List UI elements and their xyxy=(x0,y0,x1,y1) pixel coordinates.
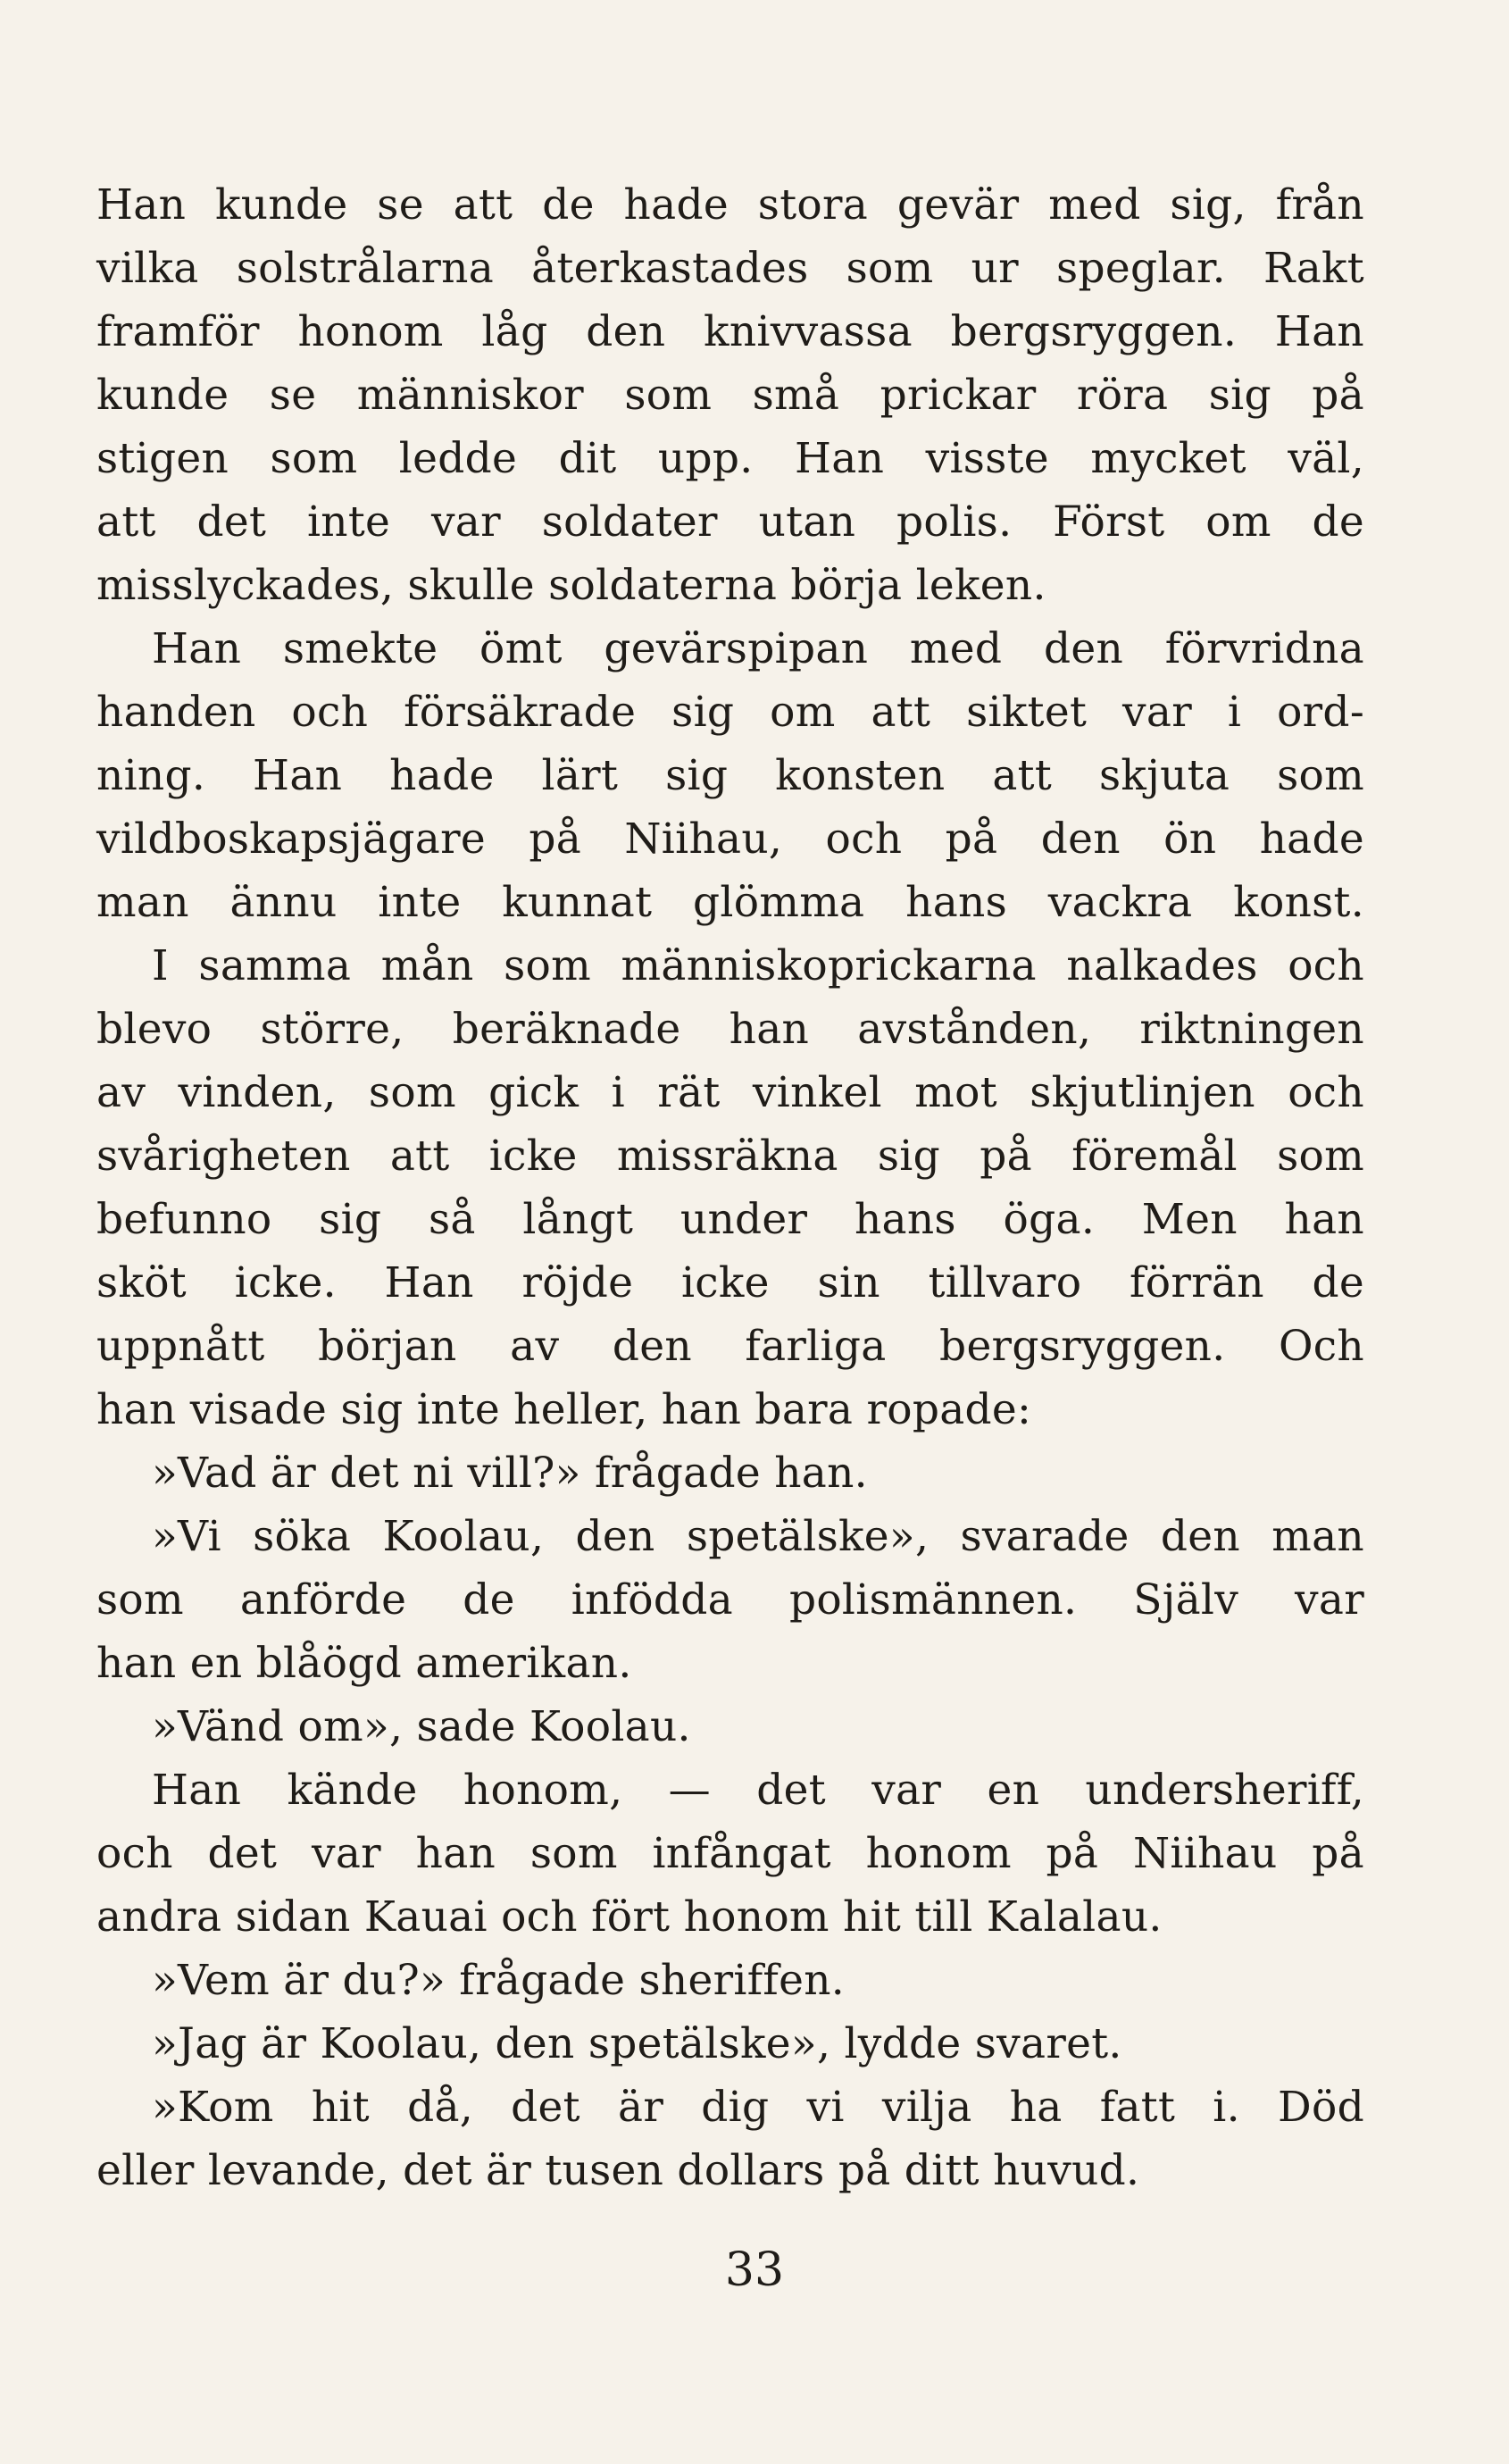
page-number: 33 xyxy=(724,2243,785,2297)
text-line: stigen som ledde dit upp. Han visste mycket väl, xyxy=(96,434,1364,483)
text-line: ning. Han hade lärt sig konsten att skjuta som xyxy=(96,751,1364,800)
text-line: som anförde de infödda polismännen. Själv var xyxy=(96,1575,1364,1625)
text-line: »Vänd om», sade Koolau. xyxy=(152,1702,691,1751)
text-line: framför honom låg den knivvassa bergsryggen. Han xyxy=(96,307,1364,356)
text-line: att det inte var soldater utan polis. Först om de xyxy=(96,497,1364,547)
text-line: »Kom hit då, det är dig vi vilja ha fatt i. Död xyxy=(152,2083,1364,2132)
body-text xyxy=(96,173,1364,2202)
text-line: misslyckades, skulle soldaterna börja leken. xyxy=(96,561,1046,610)
text-line: svårigheten att icke missräkna sig på föremål som xyxy=(96,1132,1364,1181)
text-line: Han smekte ömt gevärspipan med den förvridna xyxy=(152,624,1364,673)
text-line: han en blåögd amerikan. xyxy=(96,1639,632,1688)
text-line: vilka solstrålarna återkastades som ur speglar. Rakt xyxy=(96,244,1364,293)
text-line: sköt icke. Han röjde icke sin tillvaro förrän de xyxy=(96,1258,1364,1307)
text-line: uppnått början av den farliga bergsryggen. Och xyxy=(96,1322,1364,1371)
text-line: kunde se människor som små prickar röra sig på xyxy=(96,371,1364,420)
text-line: vildboskapsjägare på Niihau, och på den ön hade xyxy=(96,814,1364,864)
text-line: blevo större, beräknade han avstånden, riktningen xyxy=(96,1005,1364,1054)
text-line: eller levande, det är tusen dollars på ditt huvud. xyxy=(96,2146,1140,2195)
text-line: I samma mån som människoprickarna nalkades och xyxy=(152,941,1364,990)
text-line: Han kände honom, — det var en undersheriff, xyxy=(152,1766,1364,1815)
text-line: andra sidan Kauai och fört honom hit till Kalalau. xyxy=(96,1892,1163,1942)
text-line: man ännu inte kunnat glömma hans vackra konst. xyxy=(96,878,1364,927)
text-line: och det var han som infångat honom på Niihau på xyxy=(96,1829,1364,1878)
text-line: av vinden, som gick i rät vinkel mot skjutlinjen och xyxy=(96,1068,1364,1117)
text-line: han visade sig inte heller, han bara ropade: xyxy=(96,1385,1032,1434)
text-line: Han kunde se att de hade stora gevär med sig, från xyxy=(96,180,1364,230)
text-line: befunno sig så långt under hans öga. Men han xyxy=(96,1195,1364,1244)
text-line: handen och försäkrade sig om att siktet var i ord- xyxy=(96,688,1364,737)
text-line: »Vem är du?» frågade sheriffen. xyxy=(152,1956,846,2005)
text-line: »Vi söka Koolau, den spetälske», svarade den man xyxy=(152,1512,1364,1561)
text-line: »Jag är Koolau, den spetälske», lydde svaret. xyxy=(152,2019,1122,2068)
text-line: »Vad är det ni vill?» frågade han. xyxy=(152,1449,868,1498)
